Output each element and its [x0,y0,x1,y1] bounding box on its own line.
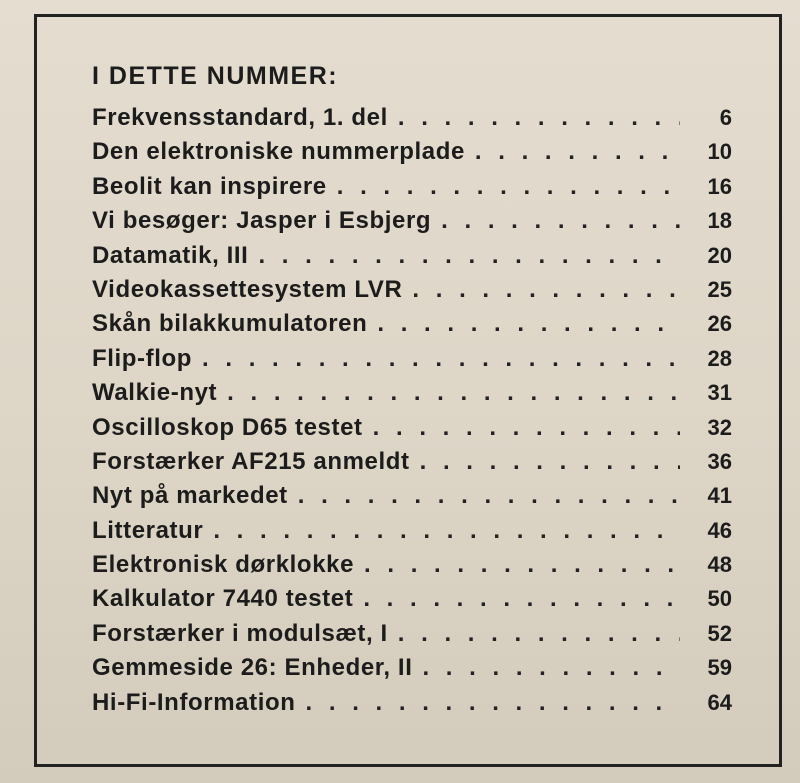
contents-entry [92,310,732,344]
dot-leader [298,482,680,510]
entry-page-number: 18 [707,208,732,234]
entry-title: Beolit kan inspirere [92,172,327,200]
entry-page-number: 10 [707,139,732,165]
entry-page-number: 50 [707,586,732,612]
entry-title: Forstærker AF215 anmeldt [92,447,410,475]
dot-leader [398,104,680,132]
contents-entry [92,242,732,276]
entry-title: Forstærker i modulsæt, I [92,619,388,647]
entry-title: Den elektroniske nummerplade [92,138,465,166]
dot-leader [420,448,680,476]
entry-page-number: 6 [719,105,732,130]
contents-entry [92,138,732,172]
entry-title: Kalkulator 7440 testet [92,585,354,613]
entry-page-number: 28 [707,345,732,371]
contents-entry [92,517,732,551]
entry-page-number: 46 [707,517,732,543]
contents-entry [92,689,732,723]
contents-entry [92,173,732,207]
contents-entry [92,104,732,138]
entry-title: Walkie-nyt [92,379,218,407]
contents-entry [92,551,732,585]
entry-title: Elektronisk dørklokke [92,551,355,579]
entry-page-number: 41 [707,483,732,509]
entry-title: Frekvensstandard, 1. del [92,104,388,131]
dot-leader [441,207,680,235]
contents-entry [92,448,732,482]
entry-title: Litteratur [92,516,204,544]
dot-leader [213,517,680,545]
entry-page-number: 26 [707,311,732,337]
dot-leader [337,173,680,201]
dot-leader [398,620,680,648]
entry-title: Datamatik, III [92,241,249,269]
contents-entry [92,379,732,413]
entry-title: Flip-flop [92,344,193,372]
contents-entry [92,207,732,241]
contents-entry [92,585,732,619]
dot-leader [363,585,680,613]
dot-leader [227,379,680,407]
entry-page-number: 31 [707,380,732,406]
contents-entry [92,345,732,379]
entry-title: Videokassettesystem LVR [92,275,403,303]
dot-leader [258,242,680,270]
entry-page-number: 32 [707,414,732,440]
entry-page-number: 36 [707,448,732,474]
entry-page-number: 16 [707,173,732,199]
dot-leader [364,551,680,579]
dot-leader [377,310,680,338]
dot-leader [422,654,680,682]
dot-leader [202,345,680,373]
dot-leader [475,138,680,166]
contents-entry [92,276,732,310]
entry-page-number: 20 [707,242,732,268]
entry-page-number: 64 [707,689,732,715]
contents-entry [92,654,732,688]
contents-entry [92,414,732,448]
table-of-contents [92,104,732,723]
contents-entry [92,620,732,654]
entry-page-number: 25 [707,276,732,302]
entry-title: Oscilloskop D65 testet [92,413,363,441]
contents-entry [92,482,732,516]
entry-page-number: 52 [707,620,732,646]
dot-leader [412,276,680,304]
dot-leader [306,689,680,717]
dot-leader [373,414,680,442]
entry-title: Hi-Fi-Information [92,688,296,716]
entry-title: Skån bilakkumulatoren [92,310,368,338]
entry-page-number: 59 [707,655,732,681]
entry-title: Gemmeside 26: Enheder, II [92,654,413,682]
entry-page-number: 48 [707,552,732,578]
entry-title: Vi besøger: Jasper i Esbjerg [92,207,432,235]
entry-title: Nyt på markedet [92,482,288,510]
contents-heading: I DETTE NUMMER: [92,62,339,90]
